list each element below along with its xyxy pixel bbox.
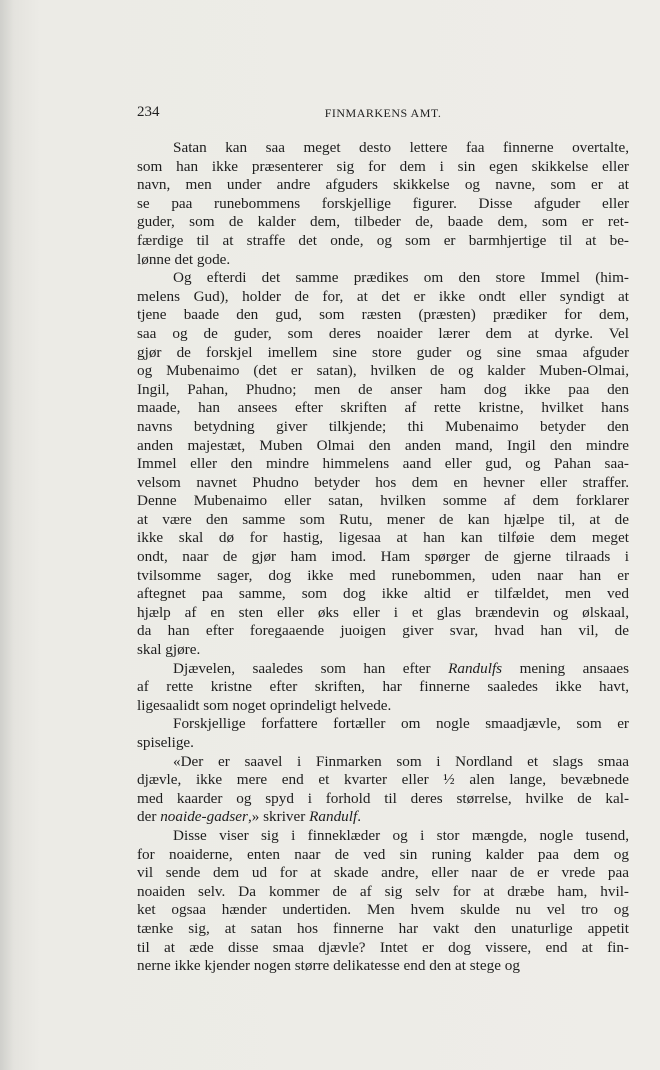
- text-line: gjør de forskjel imellem sine store guder og sine smaa afguder: [137, 343, 629, 361]
- text-line: «Der er saavel i Finmarken som i Nordland et slags smaa: [173, 752, 629, 770]
- paragraph: [137, 269, 629, 659]
- text-line: ket ogsaa hænder undertiden. Men hvem skulde nu vel tro og: [137, 901, 629, 919]
- text-line: ligesaalidt som noget oprindeligt helvede.: [137, 696, 392, 714]
- paragraph: [137, 660, 629, 716]
- text-line: guder, som de kalder dem, tilbeder de, baade dem, som er ret-: [137, 213, 629, 231]
- text-line: færdige til at straffe det onde, og som er barmhjertige til at be-: [137, 231, 629, 249]
- text-line: tænke sig, at satan hos finnerne har vakt den unaturlige appetit: [137, 919, 629, 937]
- text-line: spiselige.: [137, 734, 194, 751]
- text-line: Satan kan saa meget desto lettere faa finnerne overtalte,: [173, 139, 629, 156]
- text-line: Ingil, Pahan, Phudno; men de anser ham dog ikke paa den: [137, 380, 629, 398]
- paragraph: [137, 139, 629, 269]
- text-line: Djævelen, saaledes som han efter Randulfs mening ansaaes: [173, 659, 629, 677]
- paragraph: [137, 827, 629, 976]
- page-header: [137, 104, 629, 126]
- text-line: tjene baade den gud, som ræsten (præsten) prædiker for dem,: [137, 306, 629, 324]
- running-title: FINMARKENS AMT.: [324, 106, 442, 120]
- text-line: Forskjellige forfattere fortæller om nogle smaadjævle, som er: [173, 715, 629, 733]
- text-line: med kaarder og spyd i forhold til deres størrelse, hvilke de kal-: [137, 789, 629, 807]
- text-line: ikke skal dø for hastig, ligesaa at han kan tilføie dem meget: [137, 529, 629, 547]
- text-line: der noaide-gadser,» skriver Randulf.: [137, 808, 362, 826]
- text-line: noaiden selv. Da kommer de af sig selv for at dræbe ham, hvil-: [137, 882, 629, 900]
- text-line: anden majestæt, Muben Olmai den anden mand, Ingil den mindre: [137, 436, 629, 454]
- text-line: for noaiderne, enten naar de ved sin runing kalder paa dem og: [137, 845, 629, 863]
- text-line: da han efter foregaaende juoigen giver svar, hvad han vil, de: [137, 622, 629, 640]
- text-line: Denne Mubenaimo eller satan, hvilken somme af dem forklarer: [137, 492, 629, 510]
- text-line: Disse viser sig i finneklæder og i stor mængde, nogle tusend,: [173, 826, 629, 844]
- text-line: navn, men under andre afguders skikkelse og navne, som er at: [137, 176, 629, 194]
- text-line: nerne ikke kjender nogen større delikatesse end den at stege og: [137, 957, 520, 975]
- text-line: saa og de guder, som deres noaider lærer dem at dyrke. Vel: [137, 324, 629, 342]
- italic-term: Randulf: [309, 808, 358, 826]
- italic-term: noaide-gadser: [160, 808, 248, 826]
- text-line: velsom navnet Phudno betyder hos dem en hevner eller straffer.: [137, 473, 629, 491]
- text-line: tvilsomme sager, dog ikke med runebommen, uden naar han er: [137, 566, 629, 584]
- text-line: navns betydning giver tilkjende; thi Mubenaimo betyder den: [137, 417, 629, 435]
- text-line: af rette kristne efter skriften, har finnerne saaledes ikke havt,: [137, 678, 629, 696]
- text-line: at være den samme som Rutu, mener de kan hjælpe til, at de: [137, 510, 629, 528]
- text-line: Immel eller den mindre himmelens aand eller gud, og Pahan saa-: [137, 455, 629, 473]
- text-line: lønne det gode.: [137, 250, 231, 268]
- text-line: til at æde disse smaa djævle? Intet er dog vissere, end at fin-: [137, 938, 629, 956]
- paragraph: [137, 753, 629, 827]
- page-number: 234: [137, 104, 160, 120]
- text-line: djævle, ikke mere end et kvarter eller ½ alen lange, bevæbnede: [137, 771, 629, 789]
- text-line: som han ikke præsenterer sig for dem i sin egen skikkelse eller: [137, 157, 629, 175]
- italic-term: Randulfs: [448, 659, 503, 677]
- text-line: hjælp af en sten eller øks eller i et glas brændevin og ølskaal,: [137, 603, 629, 621]
- text-line: skal gjøre.: [137, 641, 201, 659]
- text-line: vil sende dem ud for at skade andre, eller naar de er vrede paa: [137, 864, 629, 882]
- body-text: [137, 139, 629, 976]
- text-line: Og efterdi det samme prædikes om den store Immel (him-: [173, 269, 629, 287]
- text-line: se paa runebommens forskjellige figurer. Disse afguder eller: [137, 194, 629, 212]
- text-line: ondt, naar de gjør ham imod. Ham spørger de gjerne tilraads i: [137, 548, 629, 566]
- text-line: og Mubenaimo (det er satan), hvilken de og kalder Muben-Olmai,: [137, 362, 629, 380]
- text-line: melens Gud), holder de for, at det er ikke ondt eller syndigt at: [137, 287, 629, 305]
- text-line: maade, han ansees efter skriften af rette kristne, hvilket hans: [137, 399, 629, 417]
- paragraph: [137, 715, 629, 752]
- text-line: aftegnet paa samme, som dog ikke altid er tilfældet, men ved: [137, 585, 629, 603]
